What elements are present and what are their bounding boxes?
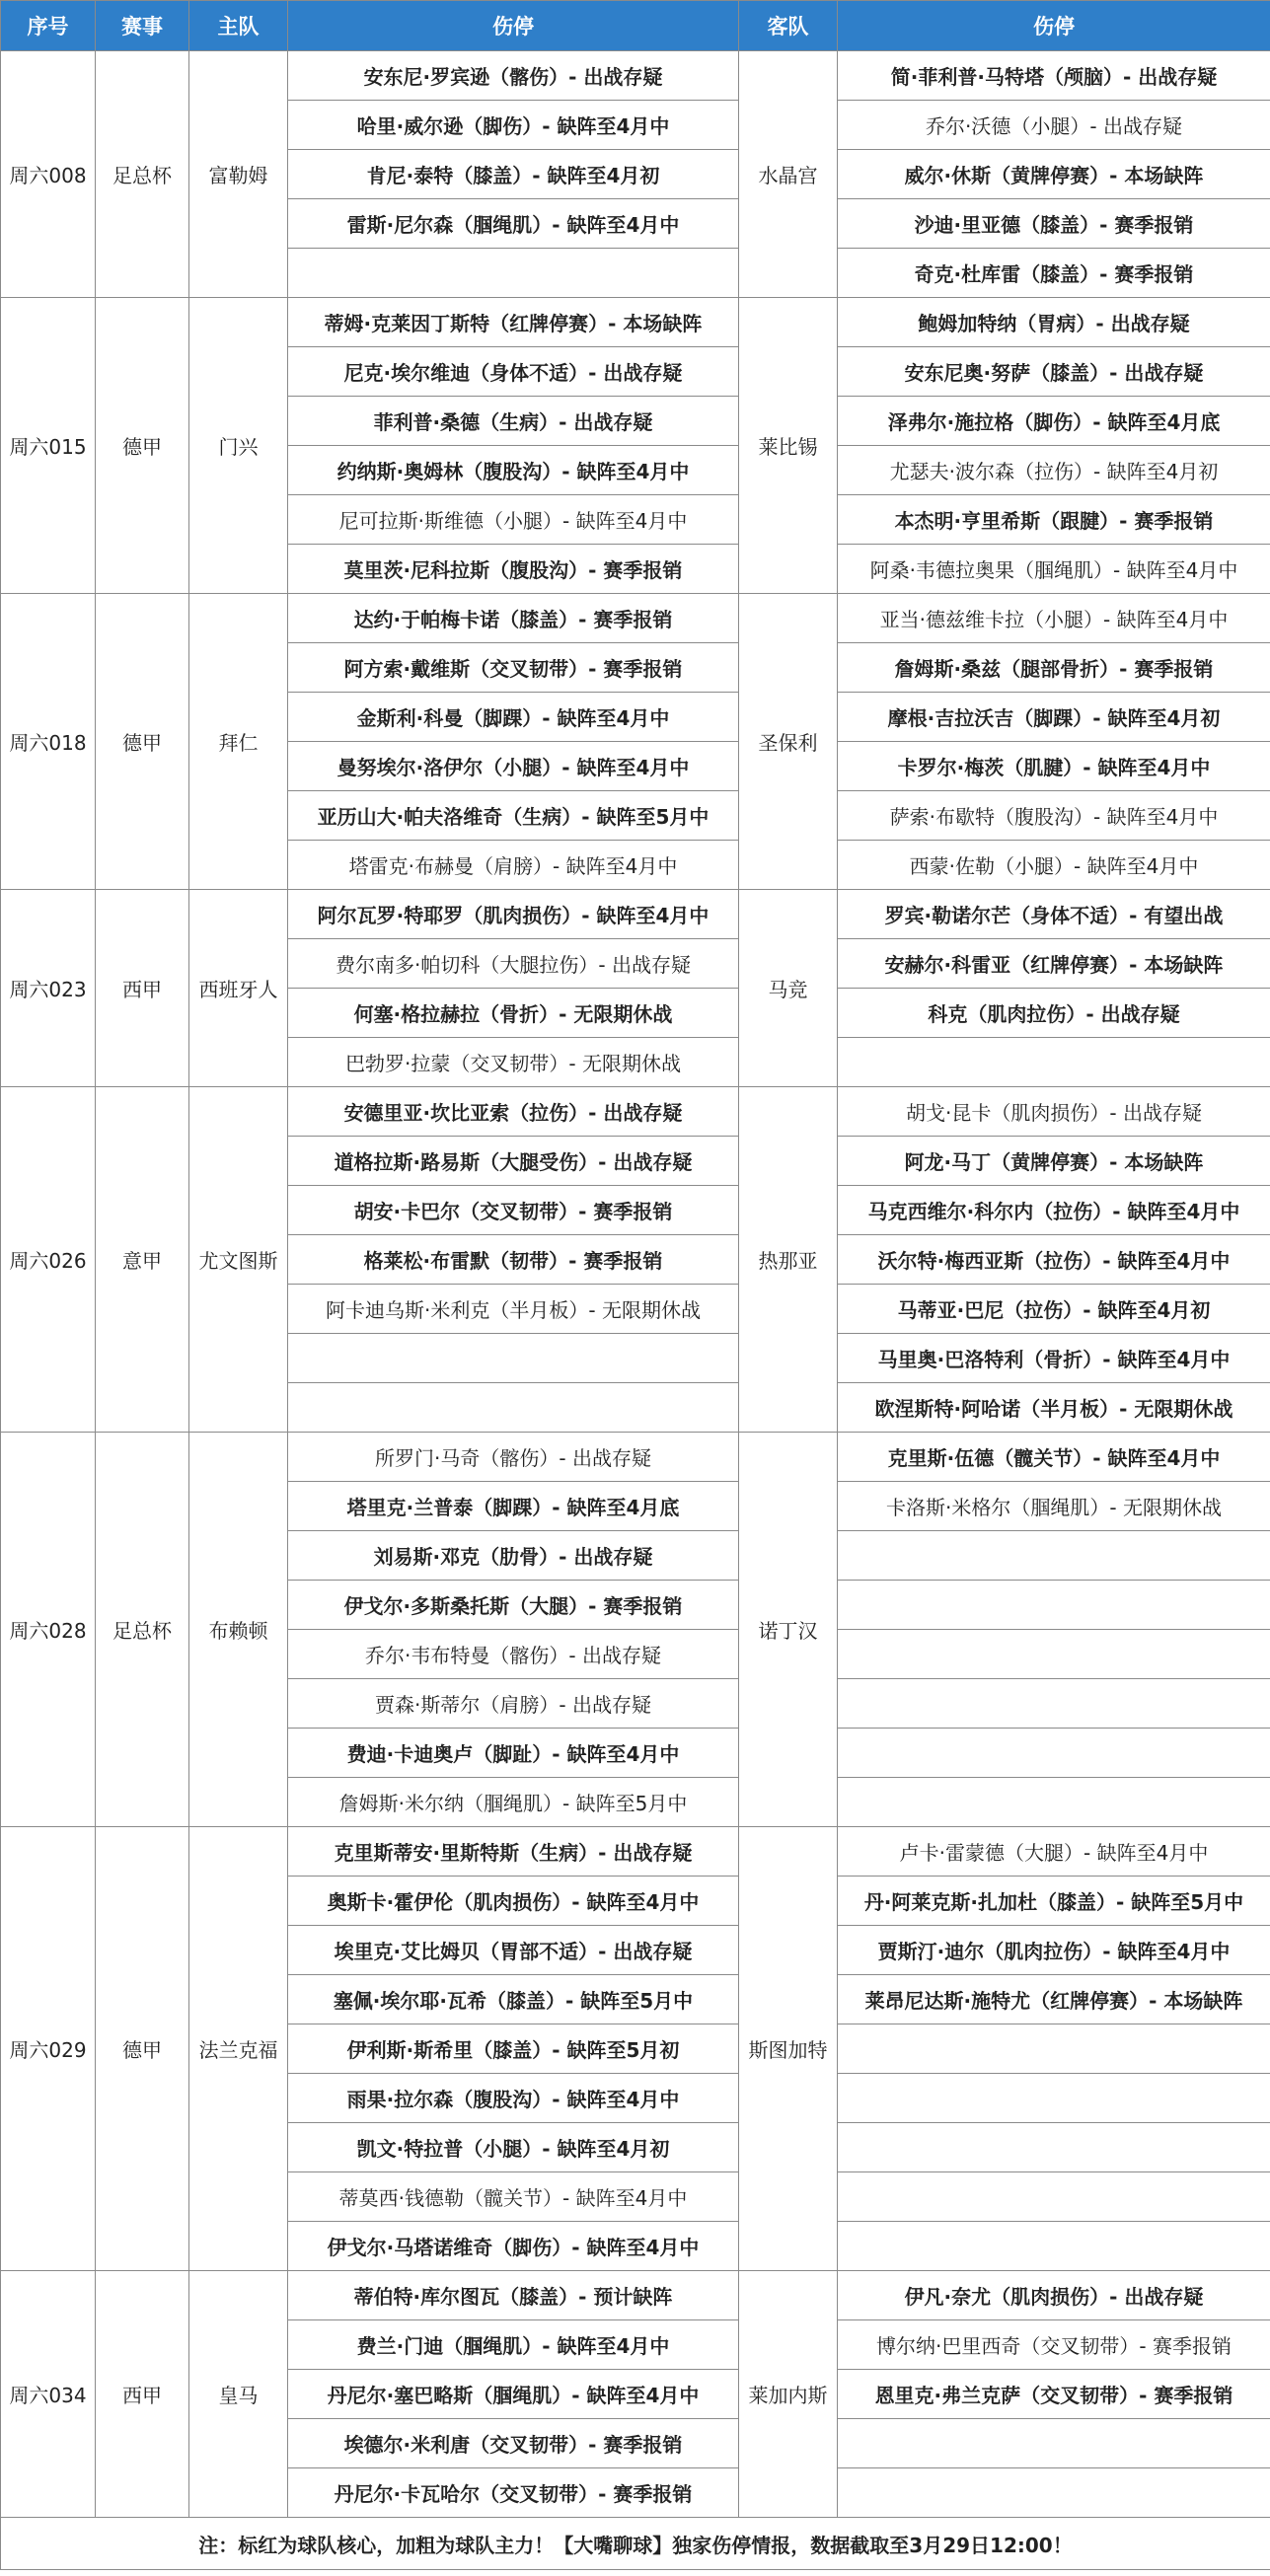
home-injury: 何塞·格拉赫拉（骨折）- 无限期休战: [288, 989, 739, 1038]
empty-cell: [838, 1679, 1270, 1729]
match-id: 周六026: [1, 1087, 96, 1433]
competition: 足总杯: [96, 51, 189, 298]
home-injury: 曼努埃尔·洛伊尔（小腿）- 缺阵至4月中: [288, 742, 739, 791]
home-injury: 刘易斯·邓克（肋骨）- 出战存疑: [288, 1531, 739, 1581]
home-injury: 达约·于帕梅卡诺（膝盖）- 赛季报销: [288, 594, 739, 643]
empty-cell: [838, 2468, 1270, 2518]
header-away-injuries: 伤停: [838, 1, 1270, 51]
away-injury: 胡戈·昆卡（肌肉损伤）- 出战存疑: [838, 1087, 1270, 1137]
home-injury: 阿方索·戴维斯（交叉韧带）- 赛季报销: [288, 643, 739, 693]
home-injury: 费兰·门迪（腘绳肌）- 缺阵至4月中: [288, 2320, 739, 2370]
table-row: [1, 594, 1270, 643]
empty-cell: [838, 2172, 1270, 2222]
away-injury: 安赫尔·科雷亚（红牌停赛）- 本场缺阵: [838, 939, 1270, 989]
header-competition: 赛事: [96, 1, 189, 51]
empty-cell: [838, 2074, 1270, 2123]
away-injury: 贾斯汀·迪尔（肌肉拉伤）- 缺阵至4月中: [838, 1926, 1270, 1975]
away-injury: 沃尔特·梅西亚斯（拉伤）- 缺阵至4月中: [838, 1235, 1270, 1285]
away-injury: 阿桑·韦德拉奥果（腘绳肌）- 缺阵至4月中: [838, 545, 1270, 594]
away-injury: 乔尔·沃德（小腿）- 出战存疑: [838, 101, 1270, 150]
home-injury: 伊戈尔·多斯桑托斯（大腿）- 赛季报销: [288, 1581, 739, 1630]
empty-cell: [838, 1729, 1270, 1778]
match-id: 周六028: [1, 1433, 96, 1827]
match-id: 周六034: [1, 2271, 96, 2518]
home-injury: 丹尼尔·卡瓦哈尔（交叉韧带）- 赛季报销: [288, 2468, 739, 2518]
home-injury: 蒂姆·克莱因丁斯特（红牌停赛）- 本场缺阵: [288, 298, 739, 347]
away-injury: 尤瑟夫·波尔森（拉伤）- 缺阵至4月初: [838, 446, 1270, 495]
home-injury: 蒂伯特·库尔图瓦（膝盖）- 预计缺阵: [288, 2271, 739, 2320]
home-injury: 道格拉斯·路易斯（大腿受伤）- 出战存疑: [288, 1137, 739, 1186]
home-injury: 哈里·威尔逊（脚伤）- 缺阵至4月中: [288, 101, 739, 150]
home-injury: 安德里亚·坎比亚索（拉伤）- 出战存疑: [288, 1087, 739, 1137]
home-injury: 尼克·埃尔维迪（身体不适）- 出战存疑: [288, 347, 739, 397]
header-id: 序号: [1, 1, 96, 51]
table-row: [1, 1087, 1270, 1137]
away-injury: 伊凡·奈尤（肌肉损伤）- 出战存疑: [838, 2271, 1270, 2320]
competition: 意甲: [96, 1087, 189, 1433]
away-injury: 罗宾·勒诺尔芒（身体不适）- 有望出战: [838, 890, 1270, 939]
away-team: 热那亚: [739, 1087, 838, 1433]
home-injury: 伊戈尔·马塔诺维奇（脚伤）- 缺阵至4月中: [288, 2222, 739, 2271]
away-injury: 亚当·德兹维卡拉（小腿）- 缺阵至4月中: [838, 594, 1270, 643]
table-row: [1, 1433, 1270, 1482]
match-id: 周六008: [1, 51, 96, 298]
home-injury: 金斯利·科曼（脚踝）- 缺阵至4月中: [288, 693, 739, 742]
home-injury: 所罗门·马奇（髂伤）- 出战存疑: [288, 1433, 739, 1482]
away-team: 莱加内斯: [739, 2271, 838, 2518]
empty-cell: [838, 2024, 1270, 2074]
home-injury: 乔尔·韦布特曼（髂伤）- 出战存疑: [288, 1630, 739, 1679]
home-injury: 贾森·斯蒂尔（肩膀）- 出战存疑: [288, 1679, 739, 1729]
away-team: 马竞: [739, 890, 838, 1087]
header-home-team: 主队: [189, 1, 288, 51]
home-injury: 埃里克·艾比姆贝（胃部不适）- 出战存疑: [288, 1926, 739, 1975]
away-team: 圣保利: [739, 594, 838, 890]
footer-note: 注：标红为球队核心，加粗为球队主力！【大嘴聊球】独家伤停情报，数据截取至3月29日12:00！: [1, 2518, 1270, 2570]
home-injury: 雨果·拉尔森（腹股沟）- 缺阵至4月中: [288, 2074, 739, 2123]
home-injury: 克里斯蒂安·里斯特斯（生病）- 出战存疑: [288, 1827, 739, 1877]
empty-cell: [838, 2419, 1270, 2468]
away-injury: 丹·阿莱克斯·扎加杜（膝盖）- 缺阵至5月中: [838, 1877, 1270, 1926]
home-injury: 巴勃罗·拉蒙（交叉韧带）- 无限期休战: [288, 1038, 739, 1087]
away-injury: 阿龙·马丁（黄牌停赛）- 本场缺阵: [838, 1137, 1270, 1186]
home-injury: 塞佩·埃尔耶·瓦希（膝盖）- 缺阵至5月中: [288, 1975, 739, 2024]
home-injury: 阿卡迪乌斯·米利克（半月板）- 无限期休战: [288, 1285, 739, 1334]
home-injury: 阿尔瓦罗·特耶罗（肌肉损伤）- 缺阵至4月中: [288, 890, 739, 939]
empty-cell: [838, 1630, 1270, 1679]
home-injury: 奥斯卡·霍伊伦（肌肉损伤）- 缺阵至4月中: [288, 1877, 739, 1926]
home-injury: 费迪·卡迪奥卢（脚趾）- 缺阵至4月中: [288, 1729, 739, 1778]
away-injury: 欧涅斯特·阿哈诺（半月板）- 无限期休战: [838, 1383, 1270, 1433]
table-row: [1, 51, 1270, 101]
home-injury: 费尔南多·帕切科（大腿拉伤）- 出战存疑: [288, 939, 739, 989]
home-injury: 塔里克·兰普泰（脚踝）- 缺阵至4月底: [288, 1482, 739, 1531]
competition: 西甲: [96, 2271, 189, 2518]
home-team: 门兴: [189, 298, 288, 594]
empty-cell: [288, 1383, 739, 1433]
home-injury: 埃德尔·米利唐（交叉韧带）- 赛季报销: [288, 2419, 739, 2468]
header-home-injuries: 伤停: [288, 1, 739, 51]
away-team: 莱比锡: [739, 298, 838, 594]
home-injury: 尼可拉斯·斯维德（小腿）- 缺阵至4月中: [288, 495, 739, 545]
home-injury: 菲利普·桑德（生病）- 出战存疑: [288, 397, 739, 446]
home-injury: 胡安·卡巴尔（交叉韧带）- 赛季报销: [288, 1186, 739, 1235]
home-injury: 蒂莫西·钱德勒（髋关节）- 缺阵至4月中: [288, 2172, 739, 2222]
home-injury: 肯尼·泰特（膝盖）- 缺阵至4月初: [288, 150, 739, 199]
away-injury: 安东尼奥·努萨（膝盖）- 出战存疑: [838, 347, 1270, 397]
away-injury: 简·菲利普·马特塔（颅脑）- 出战存疑: [838, 51, 1270, 101]
away-injury: 沙迪·里亚德（膝盖）- 赛季报销: [838, 199, 1270, 249]
competition: 西甲: [96, 890, 189, 1087]
home-team: 法兰克福: [189, 1827, 288, 2271]
empty-cell: [288, 249, 739, 298]
home-injury: 雷斯·尼尔森（腘绳肌）- 缺阵至4月中: [288, 199, 739, 249]
away-injury: 西蒙·佐勒（小腿）- 缺阵至4月中: [838, 841, 1270, 890]
home-injury: 凯文·特拉普（小腿）- 缺阵至4月初: [288, 2123, 739, 2172]
home-injury: 詹姆斯·米尔纳（腘绳肌）- 缺阵至5月中: [288, 1778, 739, 1827]
home-team: 富勒姆: [189, 51, 288, 298]
match-id: 周六015: [1, 298, 96, 594]
footer-row: [1, 2518, 1270, 2570]
header-away-team: 客队: [739, 1, 838, 51]
away-injury: 克里斯·伍德（髋关节）- 缺阵至4月中: [838, 1433, 1270, 1482]
away-injury: 鲍姆加特纳（胃病）- 出战存疑: [838, 298, 1270, 347]
home-injury: 格莱松·布雷默（韧带）- 赛季报销: [288, 1235, 739, 1285]
match-id: 周六018: [1, 594, 96, 890]
away-injury: 莱昂尼达斯·施特尤（红牌停赛）- 本场缺阵: [838, 1975, 1270, 2024]
competition: 德甲: [96, 298, 189, 594]
away-injury: 本杰明·亨里希斯（跟腱）- 赛季报销: [838, 495, 1270, 545]
away-injury: 博尔纳·巴里西奇（交叉韧带）- 赛季报销: [838, 2320, 1270, 2370]
empty-cell: [838, 1038, 1270, 1087]
home-injury: 丹尼尔·塞巴略斯（腘绳肌）- 缺阵至4月中: [288, 2370, 739, 2419]
home-injury: 莫里茨·尼科拉斯（腹股沟）- 赛季报销: [288, 545, 739, 594]
match-id: 周六023: [1, 890, 96, 1087]
home-team: 皇马: [189, 2271, 288, 2518]
table-body: [1, 51, 1270, 2518]
empty-cell: [288, 1334, 739, 1383]
table-row: [1, 1827, 1270, 1877]
header-row: [1, 1, 1270, 51]
empty-cell: [838, 1531, 1270, 1581]
home-injury: 亚历山大·帕夫洛维奇（生病）- 缺阵至5月中: [288, 791, 739, 841]
away-team: 诺丁汉: [739, 1433, 838, 1827]
home-injury: 塔雷克·布赫曼（肩膀）- 缺阵至4月中: [288, 841, 739, 890]
home-team: 拜仁: [189, 594, 288, 890]
away-injury: 卡罗尔·梅茨（肌腱）- 缺阵至4月中: [838, 742, 1270, 791]
away-injury: 恩里克·弗兰克萨（交叉韧带）- 赛季报销: [838, 2370, 1270, 2419]
away-injury: 摩根·吉拉沃吉（脚踝）- 缺阵至4月初: [838, 693, 1270, 742]
home-team: 布赖顿: [189, 1433, 288, 1827]
competition: 德甲: [96, 594, 189, 890]
away-injury: 马克西维尔·科尔内（拉伤）- 缺阵至4月中: [838, 1186, 1270, 1235]
empty-cell: [838, 2222, 1270, 2271]
home-team: 尤文图斯: [189, 1087, 288, 1433]
competition: 德甲: [96, 1827, 189, 2271]
away-injury: 马里奥·巴洛特利（骨折）- 缺阵至4月中: [838, 1334, 1270, 1383]
away-injury: 奇克·杜库雷（膝盖）- 赛季报销: [838, 249, 1270, 298]
home-injury: 伊利斯·斯希里（膝盖）- 缺阵至5月初: [288, 2024, 739, 2074]
table-row: [1, 890, 1270, 939]
away-injury: 詹姆斯·桑兹（腿部骨折）- 赛季报销: [838, 643, 1270, 693]
away-injury: 萨索·布歇特（腹股沟）- 缺阵至4月中: [838, 791, 1270, 841]
away-injury: 卡洛斯·米格尔（腘绳肌）- 无限期休战: [838, 1482, 1270, 1531]
table-row: [1, 2271, 1270, 2320]
away-injury: 科克（肌肉拉伤）- 出战存疑: [838, 989, 1270, 1038]
match-id: 周六029: [1, 1827, 96, 2271]
competition: 足总杯: [96, 1433, 189, 1827]
home-team: 西班牙人: [189, 890, 288, 1087]
table-row: [1, 298, 1270, 347]
home-injury: 安东尼·罗宾逊（髂伤）- 出战存疑: [288, 51, 739, 101]
empty-cell: [838, 1778, 1270, 1827]
away-team: 斯图加特: [739, 1827, 838, 2271]
away-team: 水晶宫: [739, 51, 838, 298]
away-injury: 卢卡·雷蒙德（大腿）- 缺阵至4月中: [838, 1827, 1270, 1877]
away-injury: 马蒂亚·巴尼（拉伤）- 缺阵至4月初: [838, 1285, 1270, 1334]
empty-cell: [838, 1581, 1270, 1630]
away-injury: 威尔·休斯（黄牌停赛）- 本场缺阵: [838, 150, 1270, 199]
home-injury: 约纳斯·奥姆林（腹股沟）- 缺阵至4月中: [288, 446, 739, 495]
away-injury: 泽弗尔·施拉格（脚伤）- 缺阵至4月底: [838, 397, 1270, 446]
empty-cell: [838, 2123, 1270, 2172]
